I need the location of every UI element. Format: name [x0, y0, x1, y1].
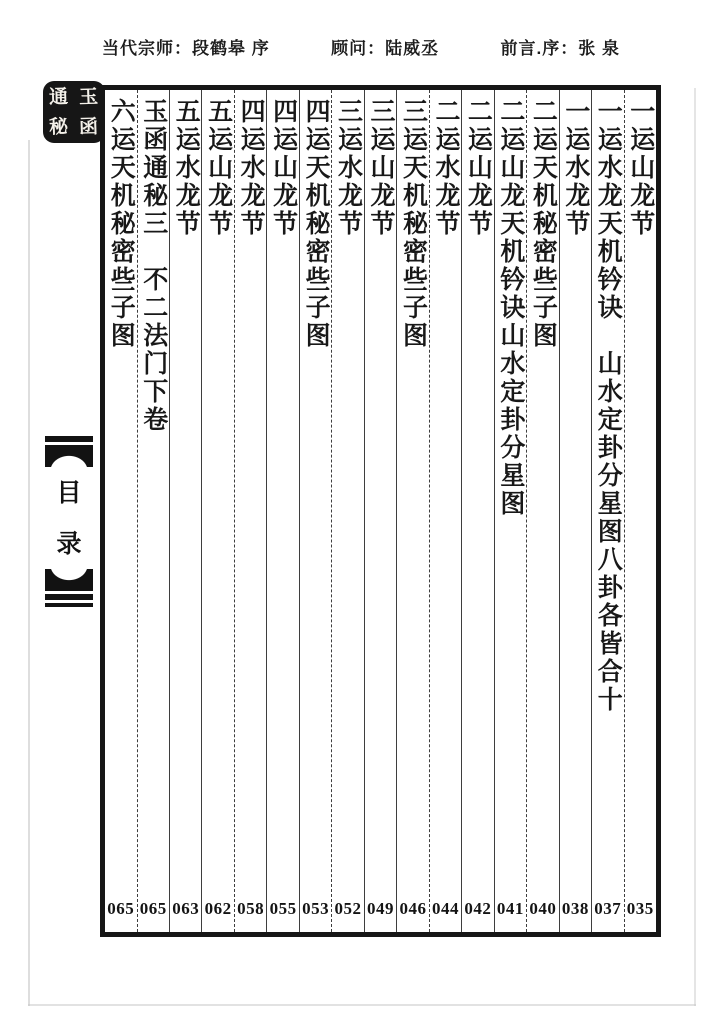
page-scan-edge-right [694, 88, 696, 1006]
toc-table [100, 85, 661, 937]
toc-entry-title: 一运水龙节 [561, 98, 589, 238]
seal-char: 秘 [49, 116, 69, 138]
seal-char: 玉 [79, 86, 99, 108]
toc-entry-title: 六运天机秘密些子图 [107, 98, 135, 350]
toc-entry-title: 二运山龙天机钤诀山水定卦分星图 [496, 98, 524, 518]
toc-column [397, 90, 429, 932]
toc-column [105, 90, 137, 932]
cartouche-bar-bottom-thin [45, 603, 93, 607]
toc-entry-title: 三运山龙节 [367, 98, 395, 238]
toc-column [202, 90, 234, 932]
seal-char: 函 [79, 116, 99, 138]
toc-column [430, 90, 462, 932]
fishtail-ornament-bottom [45, 569, 93, 591]
toc-column [332, 90, 364, 932]
toc-column [592, 90, 624, 932]
toc-column [495, 90, 527, 932]
toc-entry-title: 一运山龙节 [626, 98, 654, 238]
toc-entry-page: 049 [367, 899, 395, 918]
toc-column [170, 90, 202, 932]
toc-entry-page: 040 [529, 899, 557, 918]
toc-column [625, 90, 656, 932]
advisor-credit: 顾问：陆威丞 [331, 39, 440, 58]
toc-entry-page: 044 [431, 899, 459, 918]
margin-label-cartouche [45, 436, 93, 610]
toc-entry-title: 四运水龙节 [237, 98, 265, 238]
toc-column [138, 90, 170, 932]
master-credit: 当代宗师：段鹤皋 序 [102, 39, 270, 58]
toc-entry-page: 063 [172, 899, 200, 918]
book-seal-stamp [44, 82, 104, 142]
preface-credit: 前言.序：张 泉 [500, 39, 620, 58]
toc-entry-page: 042 [464, 899, 492, 918]
toc-entry-page: 041 [496, 899, 524, 918]
toc-entry-title: 五运水龙节 [172, 98, 200, 238]
toc-entry-page: 052 [334, 899, 362, 918]
toc-entry-title: 一运水龙天机钤诀 山水定卦分星图八卦各皆合十 [594, 98, 622, 714]
toc-entry-page: 038 [561, 899, 589, 918]
fishtail-ornament-top [45, 445, 93, 467]
side-label-char: 目 [56, 480, 82, 507]
page-scan-edge-bottom [28, 1004, 696, 1006]
toc-entry-title: 二运天机秘密些子图 [529, 98, 557, 350]
toc-entry-page: 046 [399, 899, 427, 918]
page-scan-edge-left [28, 140, 30, 1006]
side-label-char: 录 [56, 531, 82, 558]
toc-column [267, 90, 299, 932]
toc-entry-title: 三运天机秘密些子图 [399, 98, 427, 350]
seal-char: 通 [49, 86, 69, 108]
toc-side-label [45, 469, 93, 569]
credits-header [102, 34, 620, 59]
toc-column [527, 90, 559, 932]
toc-entry-title: 五运山龙节 [204, 98, 232, 238]
toc-entry-title: 二运水龙节 [431, 98, 459, 238]
toc-entry-page: 035 [626, 899, 654, 918]
toc-column [235, 90, 267, 932]
toc-entry-title: 二运山龙节 [464, 98, 492, 238]
toc-entry-page: 037 [594, 899, 622, 918]
toc-entry-page: 062 [204, 899, 232, 918]
toc-entry-page: 065 [107, 899, 135, 918]
cartouche-bar-bottom [45, 594, 93, 600]
cartouche-bar-top [45, 436, 93, 442]
toc-column [300, 90, 332, 932]
toc-entry-page: 053 [302, 899, 330, 918]
toc-entry-title: 玉函通秘三 不二法门下卷 [139, 98, 167, 434]
toc-column [365, 90, 397, 932]
toc-entry-page: 058 [237, 899, 265, 918]
toc-entry-title: 三运水龙节 [334, 98, 362, 238]
toc-column [560, 90, 592, 932]
toc-entry-title: 四运山龙节 [269, 98, 297, 238]
toc-entry-page: 065 [139, 899, 167, 918]
toc-column [462, 90, 494, 932]
toc-entry-page: 055 [269, 899, 297, 918]
toc-entry-title: 四运天机秘密些子图 [302, 98, 330, 350]
